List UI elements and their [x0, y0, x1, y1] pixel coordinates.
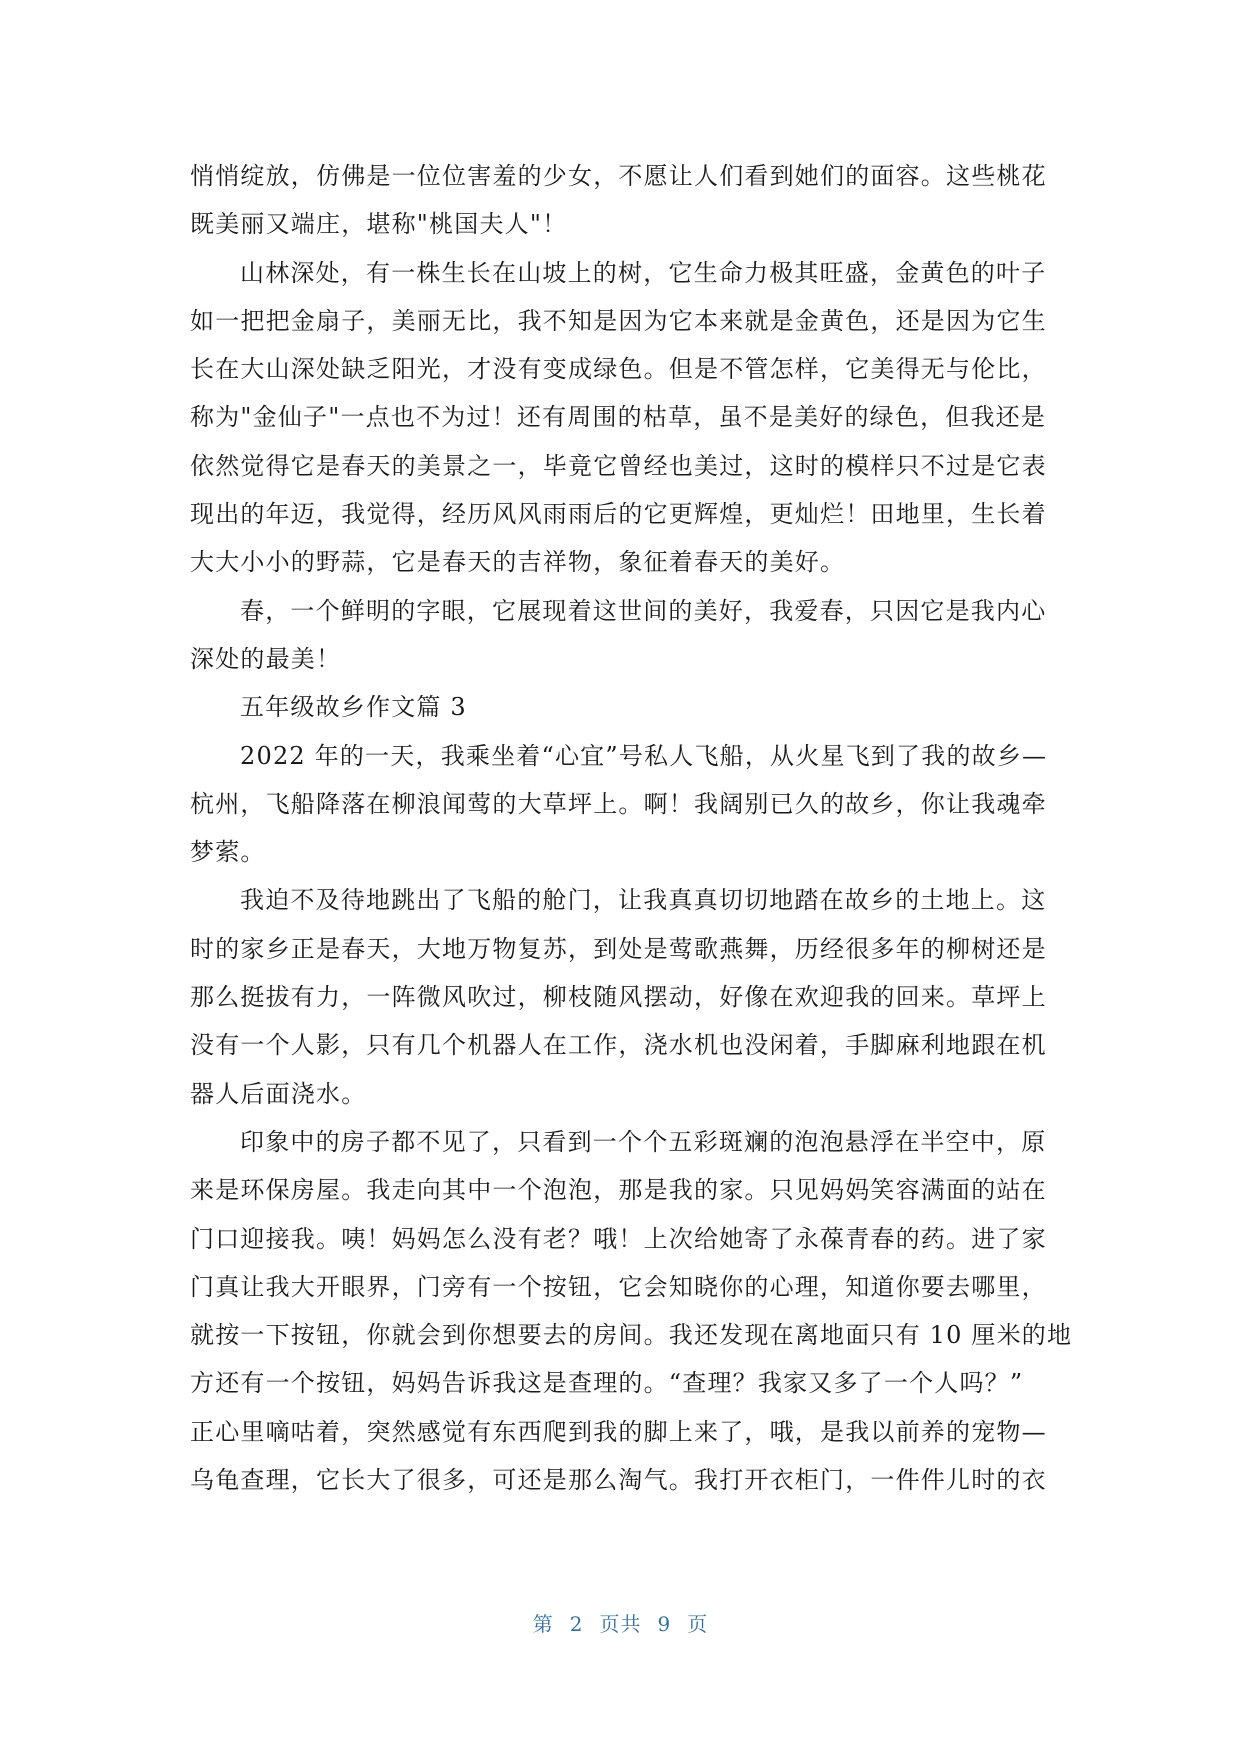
paragraph-line: 长在大山深处缺乏阳光，才没有变成绿色。但是不管怎样，它美得无与伦比， [190, 355, 1047, 384]
paragraph-line: 器人后面浇水。 [190, 1079, 367, 1108]
paragraph-line: 就按一下按钮，你就会到你想要去的房间。我还发现在离地面只有 10 厘米的地 [190, 1321, 1073, 1350]
paragraph-line: 正心里嘀咕着，突然感觉有东西爬到我的脚上来了，哦，是我以前养的宠物— [190, 1417, 1047, 1446]
paragraph-line: 乌龟查理，它长大了很多，可还是那么淘气。我打开衣柜门，一件件儿时的衣 [190, 1466, 1047, 1495]
paragraph-line: 现出的年迈，我觉得，经历风风雨雨后的它更辉煌，更灿烂！田地里，生长着 [190, 500, 1047, 529]
paragraph-line: 深处的最美！ [190, 644, 342, 673]
paragraph-line: 印象中的房子都不见了，只看到一个个五彩斑斓的泡泡悬浮在半空中，原 [240, 1127, 1047, 1156]
paragraph-line: 悄悄绽放，仿佛是一位位害羞的少女，不愿让人们看到她们的面容。这些桃花 [190, 162, 1047, 190]
paragraph-line: 春，一个鲜明的字眼，它展现着这世间的美好，我爱春，只因它是我内心 [240, 596, 1047, 625]
page-footer [0, 1608, 1241, 1637]
paragraph-line: 门口迎接我。咦！妈妈怎么没有老？哦！上次给她寄了永葆青春的药。进了家 [190, 1224, 1047, 1253]
footer-prefix: 第 [532, 1612, 554, 1636]
paragraph-line: 山林深处，有一株生长在山坡上的树，它生命力极其旺盛，金黄色的叶子 [240, 258, 1047, 287]
paragraph-line: 既美丽又端庄，堪称"桃国夫人"！ [190, 210, 568, 239]
paragraph-line: 来是环保房屋。我走向其中一个泡泡，那是我的家。只见妈妈笑容满面的站在 [190, 1176, 1047, 1205]
paragraph-line: 没有一个人影，只有几个机器人在工作，浇水机也没闲着，手脚麻利地跟在机 [190, 1031, 1047, 1060]
paragraph-line: 大大小小的野蒜，它是春天的吉祥物，象征着春天的美好。 [190, 548, 846, 577]
paragraph-line: 五年级故乡作文篇 3 [240, 693, 467, 722]
paragraph-line: 杭州，飞船降落在柳浪闻莺的大草坪上。啊！我阔别已久的故乡，你让我魂牵 [190, 789, 1047, 818]
footer-suffix: 页 [687, 1612, 709, 1636]
paragraph-line: 门真让我大开眼界，门旁有一个按钮，它会知晓你的心理，知道你要去哪里， [190, 1272, 1047, 1301]
footer-page-number: 2 [569, 1612, 584, 1636]
footer-middle: 页共 [599, 1612, 642, 1636]
paragraph-line: 时的家乡正是春天，大地万物复苏，到处是莺歌燕舞，历经很多年的柳树还是 [190, 934, 1047, 963]
paragraph-line: 那么挺拔有力，一阵微风吹过，柳枝随风摆动，好像在欢迎我的回来。草坪上 [190, 983, 1047, 1012]
footer-total-pages: 9 [657, 1612, 672, 1636]
paragraph-line: 2022 年的一天，我乘坐着“心宜”号私人飞船，从火星飞到了我的故乡— [240, 741, 1048, 770]
paragraph-line: 依然觉得它是春天的美景之一，毕竟它曾经也美过，这时的模样只不过是它表 [190, 451, 1047, 480]
paragraph-line: 我迫不及待地跳出了飞船的舱门，让我真真切切地踏在故乡的土地上。这 [240, 886, 1047, 915]
paragraph-line: 如一把把金扇子，美丽无比，我不知是因为它本来就是金黄色，还是因为它生 [190, 306, 1047, 335]
document-body [190, 152, 1073, 1504]
paragraph-line: 方还有一个按钮，妈妈告诉我这是查理的。“查理？我家又多了一个人吗？” [190, 1369, 1024, 1398]
paragraph-line: 称为"金仙子"一点也不为过！还有周围的枯草，虽不是美好的绿色，但我还是 [190, 403, 1047, 432]
paragraph-line: 梦萦。 [190, 838, 266, 867]
